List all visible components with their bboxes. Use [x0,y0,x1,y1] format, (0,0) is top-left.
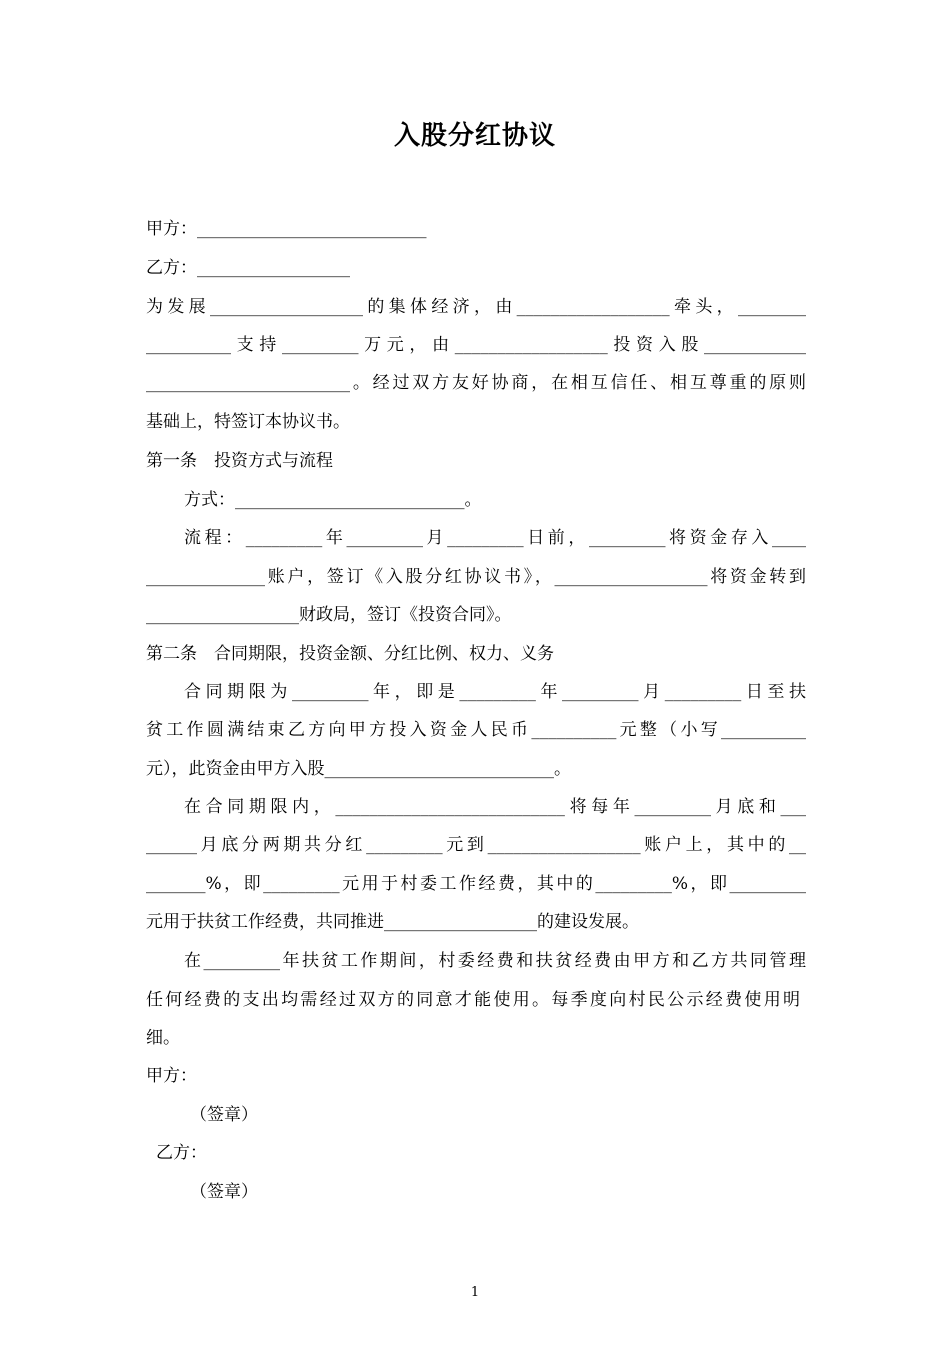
party-b-line: 乙方：__________________ [146,258,350,278]
article-2-heading: 第二条 合同期限，投资金额、分红比例、权力、义务 [146,644,554,664]
dividend-line-1: 在合同期限内，___________________________将每年_________月底和___ [184,797,806,817]
process-line-1: 流程：_________年_________月_________日前，_________将资金存入____ [184,528,806,548]
party-a-signature-label: 甲方： [146,1066,197,1086]
party-b-signature-label: 乙方： [156,1143,207,1163]
term-line-1: 合同期限为_________年，即是_________年_________月_________日至扶 [184,682,806,702]
process-line-2: ______________账户，签订《入股分红协议书》，__________________将资金转到 [146,567,806,587]
dividend-line-3: _______%，即_________元用于村委工作经费，其中的_________%，即_________ [146,874,806,894]
intro-line-1: 为发展__________________的集体经济，由__________________牵头，________ [146,297,806,317]
intro-line-4: 基础上，特签订本协议书。 [146,412,350,432]
process-line-3: __________________财政局，签订《投资合同》。 [146,605,512,625]
intro-line-3: ________________________。经过双方友好协商，在相互信任、相互尊重的原则 [146,373,806,393]
term-line-3: 元），此资金由甲方入股___________________________。 [146,759,571,779]
management-line-3: 细。 [146,1028,180,1048]
term-line-2: 贫工作圆满结束乙方向甲方投入资金人民币__________元整（小写__________ [146,720,806,740]
document-title: 入股分红协议 [393,121,556,151]
party-a-seal: （签章） [190,1105,258,1125]
dividend-line-4: 元用于扶贫工作经费，共同推进__________________的建设发展。 [146,912,639,932]
dividend-line-2: ______月底分两期共分红_________元到__________________账户上，其中的__ [146,835,806,855]
party-a-line: 甲方：___________________________ [146,219,427,239]
method-line: 方式：___________________________。 [184,490,482,510]
intro-line-2: __________支持_________万元，由__________________投资入股____________ [146,335,806,355]
party-b-seal: （签章） [190,1182,258,1202]
management-line-2: 任何经费的支出均需经过双方的同意才能使用。每季度向村民公示经费使用明 [146,990,800,1010]
management-line-1: 在_________年扶贫工作期间，村委经费和扶贫经费由甲方和乙方共同管理 [184,951,806,971]
article-1-heading: 第一条 投资方式与流程 [146,451,333,471]
page-number: 1 [470,1285,480,1300]
